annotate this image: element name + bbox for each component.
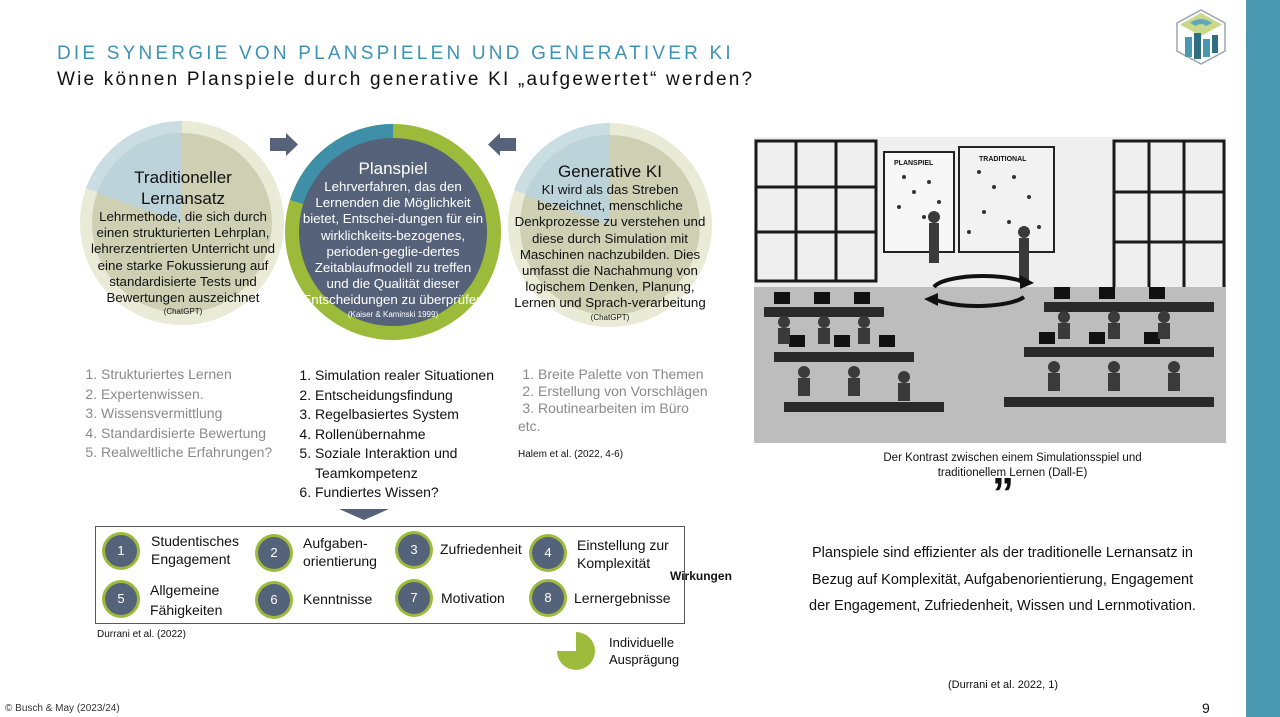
generative-source: (ChatGPT) [590,312,630,322]
right-arrow-icon [270,133,298,156]
generative-title: Generative KI [558,162,662,181]
quote-source: (Durrani et al. 2022, 1) [948,679,1059,691]
wirkung-number-7: 7 [398,582,430,614]
generative-list-etc: etc. [518,418,541,434]
wirkung-label-6: Kenntnisse [303,591,373,607]
down-pointer-icon [339,509,389,521]
wirkung-number-3: 3 [398,534,430,566]
image-caption: Der Kontrast zwischen einem Simulationsspiel und traditionellem Lernen (Dall-E) [883,452,1142,479]
wirkung-label-2: Aufgaben-orientierung [303,535,377,569]
traditional-circle-text [88,167,278,318]
wirkung-number-5: 5 [105,583,137,615]
list-item: 6. Fundiertes Wissen? [315,483,530,503]
list-item: 3. Routinearbeiten im Büro [538,400,748,417]
wirkung-number-2: 2 [258,537,290,569]
left-arrow-icon [488,133,516,156]
planspiel-source: (Kaiser & Kaminski 1999) [347,309,439,319]
traditional-title: Traditioneller Lernansatz [134,168,232,208]
wirkung-label-4: Einstellung zur Komplexität [577,537,669,571]
wirkung-label-5: Allgemeine Fähigkeiten [150,582,223,618]
traditional-list [81,365,311,463]
wirkung-label-3: Zufriedenheit [440,541,522,557]
list-item: 1. Simulation realer Situationen [315,366,530,386]
wirkungen-source: Durrani et al. (2022) [97,629,186,640]
list-item: 5. Soziale Interaktion und Teamkompetenz [315,444,530,483]
list-item: 1. Breite Palette von Themen [538,366,748,383]
generative-circle-text [512,161,708,324]
sign-traditional: TRADITIONAL [979,156,1027,163]
traditional-source: (ChatGPT) [163,307,203,317]
generative-body: KI wird als das Streben bezeichnet, menschliche Denkprozesse zu verstehen und diese durch Simulation mit Maschinen nachzubilden. Dies umfasst die Nachahmung von logischem Denken, Planung, Lernen und Sprach-verarbeitung [514,182,706,311]
list-item: 1. Strukturiertes Lernen [101,365,311,385]
wirkung-label-7: Motivation [441,590,505,606]
list-item: 4. Standardisierte Bewertung [101,424,311,444]
side-accent-bar [1246,0,1280,717]
legend-label: Individuelle Ausprägung [609,635,680,667]
planspiel-list [295,366,530,503]
list-item: 3. Wissensvermittlung [101,404,311,424]
list-item: 2. Erstellung von Vorschlägen [538,383,748,400]
planspiel-title: Planspiel [358,159,428,178]
list-item: 2. Expertenwissen. [101,385,311,405]
generative-list-source: Halem et al. (2022, 4-6) [518,449,624,460]
wirkung-number-4: 4 [532,537,564,569]
planspiel-body: Lehrverfahren, das den Lernenden die Möglichkeit bietet, Entschei-dungen für ein wirklichkeits-bezogenes, perioden-geglie-dertes Zeitablaufmodell zu treffen und die Qualität dieser Entscheidungen zu überprüfen [302,179,484,308]
planspiel-circle-text [302,158,484,321]
slide-subtitle: Wie können Planspiele durch generative KI „aufgewertet“ werden? [57,69,755,90]
page-number: 9 [1202,700,1210,716]
slide-title: DIE SYNERGIE VON PLANSPIELEN UND GENERATIVER KI [57,43,734,64]
list-item: 2. Entscheidungsfindung [315,386,530,406]
quote-text: Planspiele sind effizienter als der traditionelle Lernansatz in Bezug auf Komplexität, Aufgabenorientierung, Engagement der Engagement, Zufriedenheit, Wissen und Lernmotivation. [809,545,1196,614]
wirkung-number-1: 1 [105,535,137,567]
wirkung-number-8: 8 [532,582,564,614]
quote-mark-icon: ” [992,469,1014,518]
footer-copyright: © Busch & May (2023/24) [5,703,120,714]
traditional-body: Lehrmethode, die sich durch einen strukturierten Lehrplan, lehrerzentrierten Unterricht und eine starke Fokussierung auf standardisierte Tests und Bewertungen auszeichnet [90,209,276,306]
company-logo [1176,9,1226,65]
pie-legend-icon [556,631,596,671]
generative-list [518,366,748,417]
list-item: 3. Regelbasiertes System [315,405,530,425]
wirkungen-label: Wirkungen [670,569,732,583]
classroom-illustration [754,137,1226,443]
sign-planspiel: PLANSPIEL [894,160,934,167]
list-item: 5. Realweltliche Erfahrungen? [101,443,311,463]
wirkung-number-6: 6 [258,584,290,616]
wirkung-label-1: Studentisches Engagement [151,533,239,567]
list-item: 4. Rollenübernahme [315,425,530,445]
wirkung-label-8: Lernergebnisse [574,590,671,606]
